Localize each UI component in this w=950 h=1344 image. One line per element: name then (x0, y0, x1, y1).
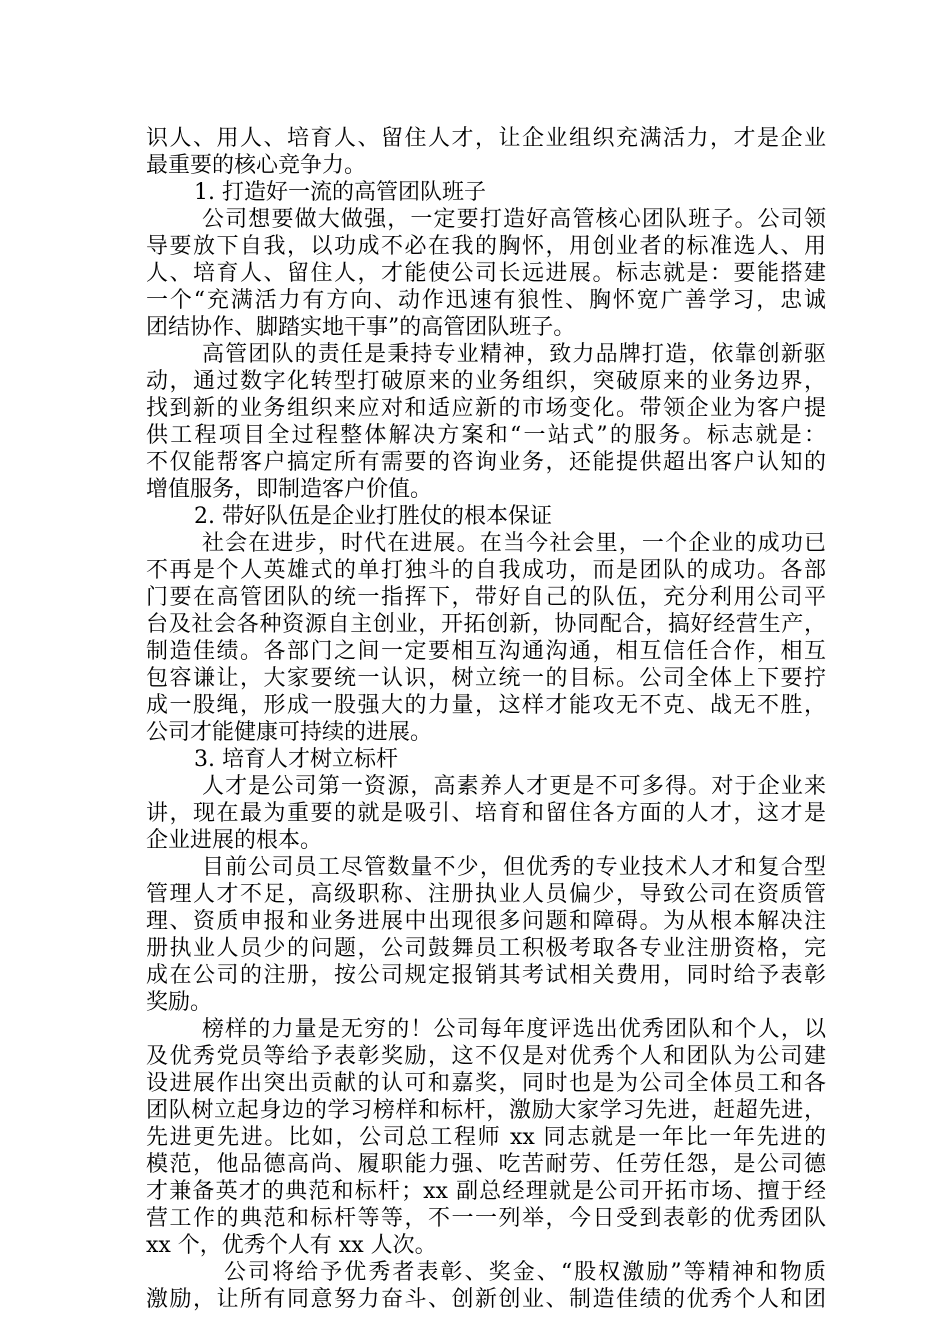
text-line: 奖励。 (146, 990, 213, 1015)
text-line: 成一股绳，形成一股强大的力量，这样才能攻无不克、战无不胜， (146, 693, 826, 718)
text-line: 册执业人员少的问题，公司鼓舞员工积极考取各专业注册资格，完 (146, 936, 826, 961)
text-line: 识人、用人、培育人、留住人才，让企业组织充满活力，才是企业 (146, 126, 826, 151)
section-heading: 1. 打造好一流的高管团队班子 (194, 180, 486, 205)
text-line: 制造佳绩。各部门之间一定要相互沟通沟通，相互信任合作，相互 (146, 639, 826, 664)
text-line: 公司将给予优秀者表彰、奖金、“股权激励”等精神和物质 (224, 1260, 826, 1285)
text-line: 最重要的核心竞争力。 (146, 153, 367, 178)
text-line: 增值服务，即制造客户价值。 (146, 477, 433, 502)
text-line: 管理人才不足，高级职称、注册执业人员偏少，导致公司在资质管 (146, 882, 826, 907)
text-line: 目前公司员工尽管数量不少，但优秀的专业技术人才和复合型 (202, 855, 826, 880)
text-line: 榜样的力量是无穷的！公司每年度评选出优秀团队和个人，以 (202, 1017, 826, 1042)
text-line: 包容谦让，大家要统一认识，树立统一的目标。公司全体上下要拧 (146, 666, 826, 691)
text-line: 公司想要做大做强，一定要打造好高管核心团队班子。公司领 (202, 207, 826, 232)
text-line: 动，通过数字化转型打破原来的业务组织，突破原来的业务边界， (146, 369, 826, 394)
text-line: 高管团队的责任是秉持专业精神，致力品牌打造，依靠创新驱 (202, 342, 826, 367)
text-line: 社会在进步，时代在进展。在当今社会里，一个企业的成功已 (202, 531, 826, 556)
text-line: 供工程项目全过程整体解决方案和“一站式”的服务。标志就是： (146, 423, 826, 448)
text-line: 人才是公司第一资源，高素养人才更是不可多得。对于企业来 (202, 774, 826, 799)
text-line: 一个“充满活力有方向、动作迅速有狼性、胸怀宽广善学习，忠诚 (146, 288, 826, 313)
text-line: 企业进展的根本。 (146, 828, 323, 853)
text-line: 模范，他品德高尚、履职能力强、吃苦耐劳、任劳任怨，是公司德 (146, 1152, 826, 1177)
text-line: 导要放下自我，以功成不必在我的胸怀，用创业者的标准选人、用 (146, 234, 826, 259)
section-heading: 2. 带好队伍是企业打胜仗的根本保证 (194, 504, 552, 529)
text-line: 公司才能健康可持续的进展。 (146, 720, 433, 745)
text-line: 团队树立起身边的学习榜样和标杆，激励大家学习先进，赶超先进， (146, 1098, 826, 1123)
text-line: 理、资质申报和业务进展中出现很多问题和障碍。为从根本解决注 (146, 909, 826, 934)
text-line: 设进展作出突出贡献的认可和嘉奖，同时也是为公司全体员工和各 (146, 1071, 826, 1096)
text-line: 团结协作、脚踏实地干事”的高管团队班子。 (146, 315, 576, 340)
text-line: xx 个，优秀个人有 xx 人次。 (146, 1233, 437, 1258)
text-line: 不再是个人英雄式的单打独斗的自我成功，而是团队的成功。各部 (146, 558, 826, 583)
text-line: 营工作的典范和标杆等等，不一一列举，今日受到表彰的优秀团队 (146, 1206, 826, 1231)
text-line: 激励，让所有同意努力奋斗、创新创业、制造佳绩的优秀个人和团 (146, 1287, 826, 1312)
text-line: 台及社会各种资源自主创业，开拓创新，协同配合，搞好经营生产， (146, 612, 826, 637)
section-heading: 3. 培育人才树立标杆 (194, 747, 398, 772)
text-line: 讲，现在最为重要的就是吸引、培育和留住各方面的人才，这才是 (146, 801, 826, 826)
text-line: 找到新的业务组织来应对和适应新的市场变化。带领企业为客户提 (146, 396, 826, 421)
text-line: 及优秀党员等给予表彰奖励，这不仅是对优秀个人和团队为公司建 (146, 1044, 826, 1069)
text-line: 才兼备英才的典范和标杆；xx 副总经理就是公司开拓市场、擅于经 (146, 1179, 826, 1204)
text-line: 人、培育人、留住人，才能使公司长远进展。标志就是：要能搭建 (146, 261, 826, 286)
text-line: 成在公司的注册，按公司规定报销其考试相关费用，同时给予表彰 (146, 963, 826, 988)
text-line: 门要在高管团队的统一指挥下，带好自己的队伍，充分利用公司平 (146, 585, 826, 610)
text-line: 不仅能帮客户搞定所有需要的咨询业务，还能提供超出客户认知的 (146, 450, 826, 475)
text-line: 先进更先进。比如，公司总工程师 xx 同志就是一年比一年先进的 (146, 1125, 826, 1150)
